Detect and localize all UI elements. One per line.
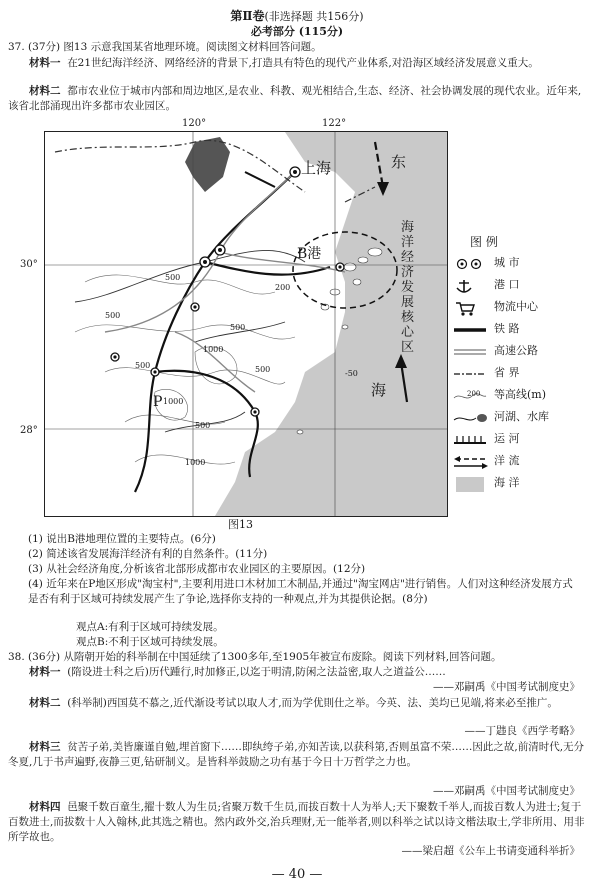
figure-caption: 图13 <box>228 518 253 531</box>
contour-label: 200 <box>275 283 291 292</box>
material-text: 都市农业位于城市内部和周边地区,是农业、科教、观光相结合,生态、经济、社会协调发展的现代农业。近年来,该省北部涌现出许多都市农业园区。 <box>8 85 582 113</box>
legend-label: 运 河 <box>494 432 520 445</box>
q38-material-1 <box>8 665 586 680</box>
legend-label: 铁 路 <box>494 322 520 335</box>
source-citation: ——丁韪良《西学考略》 <box>464 725 580 737</box>
q38-material-2 <box>8 696 586 711</box>
contour-label: 1000 <box>163 397 184 406</box>
legend-label: 物流中心 <box>494 300 538 313</box>
legend-item <box>452 452 592 474</box>
q37-question-1: (1) 说出B港地理位置的主要特点。(6分) <box>28 533 216 545</box>
q37-view-b: 观点B:不利于区域可持续发展。 <box>76 636 224 648</box>
port-label-b: B港 <box>297 246 322 262</box>
section-note: (非选择题 共156分) <box>264 10 364 23</box>
longitude-label: 120° <box>182 118 207 129</box>
q37-view-a: 观点A:有利于区域可持续发展。 <box>76 621 224 633</box>
province-map <box>44 131 448 517</box>
contour-label: 1000 <box>185 458 206 467</box>
ocean-icon <box>452 476 490 492</box>
rivers <box>75 250 305 432</box>
material-label: 材料三 <box>29 741 61 753</box>
material-label: 材料四 <box>29 801 61 813</box>
q37-material-2 <box>8 84 586 114</box>
q37-material-1 <box>8 56 586 71</box>
source-citation: ——梁启超《公车上书请变通科举折》 <box>401 845 580 857</box>
q38-intro: 38. (36分) 从隋朝开始的科举制在中国延续了1300多年,至1905年被宣布废除。阅读下列材料,回答问题。 <box>8 651 502 663</box>
longitude-label: 122° <box>322 118 347 129</box>
map-drawing <box>45 132 447 516</box>
legend-item <box>452 430 592 452</box>
legend-label: 河湖、水库 <box>494 410 549 423</box>
q37-question-3: (3) 从社会经济角度,分析该省北部形成都市农业园区的主要原因。(12分) <box>28 563 366 575</box>
latitude-label: 30° <box>20 259 38 270</box>
q38-material-4 <box>8 800 586 846</box>
legend-label: 等高线(m) <box>494 388 547 401</box>
contour-label: 500 <box>230 323 246 332</box>
q38-material-3 <box>8 740 586 770</box>
sea-label-sea: 海 <box>371 381 387 399</box>
contour-label: 500 <box>135 361 151 370</box>
page-number: — 40 — <box>271 867 323 882</box>
legend-item <box>452 298 592 320</box>
material-text: (隋设进士科之后)历代踵行,时加修正,以迄于明清,防闲之法益密,取人之道益公…… <box>67 666 446 678</box>
q37-question-2: (2) 简述该省发展海洋经济有利的自然条件。(11分) <box>28 548 268 560</box>
legend-label: 高速公路 <box>494 344 538 357</box>
material-label: 材料二 <box>29 85 61 97</box>
anchor-icon <box>452 278 490 294</box>
source-citation: ——邓嗣禹《中国考试制度史》 <box>433 785 580 797</box>
canal-icon <box>452 432 490 448</box>
current-icon <box>452 454 490 470</box>
material-text: (科举制)西国莫不慕之,近代渐设考试以取人才,而为学优則仕之举。今英、法、美均已见端,将来必至推广。 <box>67 697 558 709</box>
legend-item <box>452 276 592 298</box>
legend-label: 海 洋 <box>494 476 520 489</box>
material-label: 材料一 <box>29 666 61 678</box>
city-icon <box>452 256 490 272</box>
section-title: 第Ⅱ卷 <box>230 9 265 23</box>
q37-intro: 37. (37分) 图13 示意我国某省地理环境。阅读图文材料回答问题。 <box>8 41 322 53</box>
depth-label: -50 <box>345 369 358 378</box>
legend-item <box>452 364 592 386</box>
core-zone-label: 海洋经济发展核心区 <box>401 220 415 355</box>
area-label-p: P <box>153 394 163 410</box>
section-subtitle: 必考部分 (115分) <box>250 25 344 38</box>
contour-label: 1000 <box>203 345 224 354</box>
legend-item <box>452 386 592 408</box>
legend-label: 城 市 <box>494 256 520 269</box>
contour-label: 500 <box>255 365 271 374</box>
sea-label-east: 东 <box>391 153 407 171</box>
legend-item <box>452 320 592 342</box>
legend-item <box>452 474 592 496</box>
page-title <box>0 8 594 25</box>
material-label: 材料一 <box>29 57 61 69</box>
river-icon <box>452 410 490 426</box>
material-label: 材料二 <box>29 697 61 709</box>
material-text: 邑聚千数百童生,擢十数人为生员;省聚万数千生员,而拔百数十人为举人;天下聚数千举人,而拔百数人为进士;复于百数进士,而拔数十人入翰林,此其选之精也。然内政外交,治兵理财,无一能举者,则以科举之试以诗文楷法取士,学非所用、用非所学故也。 <box>8 801 585 844</box>
cart-icon <box>452 300 490 316</box>
contour-sample-label: 200 <box>467 390 481 398</box>
railway-icon <box>452 322 490 338</box>
legend-item <box>452 254 592 276</box>
lake <box>185 137 230 192</box>
q37-question-4: (4) 近年来在P地区形成"淘宝村",主要利用进口木材加工木制品,并通过"淘宝网店"进行销售。人们对这种经济发展方式是否有利于区域可持续发展产生了争论,选择你支持的一种观点,并为其提供论据。(8分) <box>28 578 573 606</box>
legend-item <box>452 342 592 364</box>
legend-title: 图 例 <box>470 235 498 249</box>
material-text: 在21世纪海洋经济、网络经济的背景下,打造具有特色的现代产业体系,对沿海区域经济发展意义重大。 <box>67 57 539 69</box>
legend-label: 港 口 <box>494 278 520 291</box>
city-label-shanghai: 上海 <box>301 159 332 177</box>
source-citation: ——邓嗣禹《中国考试制度史》 <box>433 681 580 693</box>
legend-label: 洋 流 <box>494 454 520 467</box>
contour-label: 500 <box>105 311 121 320</box>
contour-label: 500 <box>165 273 181 282</box>
canal <box>245 172 275 187</box>
boundary-icon <box>452 366 490 382</box>
legend-item <box>452 408 592 430</box>
highway-icon <box>452 344 490 360</box>
latitude-label: 28° <box>20 425 38 436</box>
contour-label: 500 <box>195 421 211 430</box>
material-text: 贫苦子弟,美皆廉谨自勉,埋首窗下……即纨绔子弟,亦知苦读,以获科第,否则虽富不荣……因此之故,前清时代,无分冬夏,几于书声遍野,夜静三更,钻研制义。是皆科举鼓励之功有基于今日十万哲学之力也。 <box>8 741 585 769</box>
legend-label: 省 界 <box>494 366 520 379</box>
